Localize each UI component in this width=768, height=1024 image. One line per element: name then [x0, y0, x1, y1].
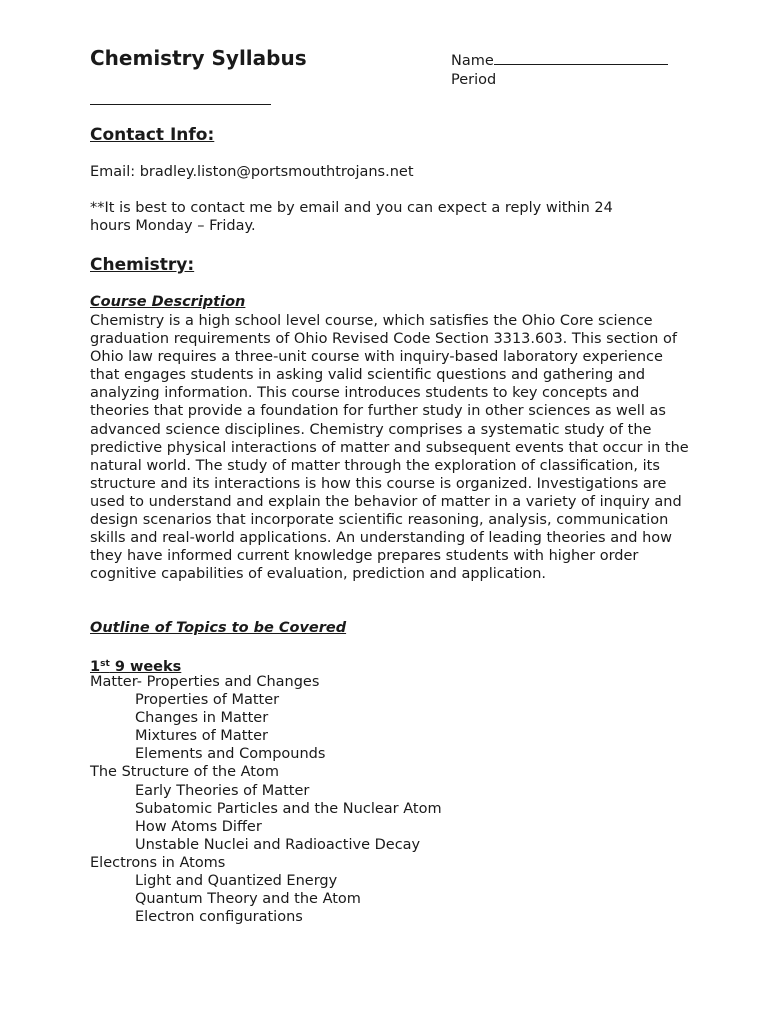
subtopic-item: Subatomic Particles and the Nuclear Atom [135, 800, 442, 817]
quarter-suffix: st [100, 659, 110, 669]
period-blank [90, 104, 271, 105]
chemistry-heading: Chemistry: [90, 255, 195, 275]
name-blank [494, 50, 668, 65]
subtopic-item: Electron configurations [135, 909, 303, 926]
topic-item: Matter- Properties and Changes [90, 674, 320, 690]
name-line [451, 50, 668, 71]
subtopic-item: How Atoms Differ [135, 818, 262, 835]
quarter-number: 1 [90, 659, 101, 675]
subtopic-item: Properties of Matter [135, 692, 280, 709]
course-description-heading: Course Description [90, 294, 246, 310]
course-description-text: Chemistry is a high school level course, which satisfies the Ohio Core science graduation requirements of Ohio Revised Code Section 3313.603. This section of Ohio law requires a three-unit course with inquiry-based laboratory experience that engages students in asking valid scientific questions and gathering and analyzing information. This course introduces students to key concepts and theories that provide a foundation for further study in other sciences as well as advanced science disciplines. Chemistry comprises a systematic study of the predictive physical interactions of matter and subsequent events that occur in the natural world. The study of matter through the exploration of classification, its structure and its interactions is how this course is organized. Investigations are used to understand and explain the behavior of matter in a variety of inquiry and design scenarios that incorporate scientific reasoning, analysis, communication skills and real-world applications. An understanding of leading theories and how they have informed current knowledge prepares students with higher order cognitive capabilities of evaluation, prediction and application. [90, 313, 689, 583]
subtopic-item: Unstable Nuclei and Radioactive Decay [135, 836, 421, 853]
contact-note: **It is best to contact me by email and you can expect a reply within 24 hours Monday – Friday. [90, 200, 613, 235]
subtopic-item: Quantum Theory and the Atom [135, 891, 361, 908]
outline-heading: Outline of Topics to be Covered [90, 620, 347, 636]
topic-item: Electrons in Atoms [90, 854, 226, 871]
period-label: Period [451, 72, 497, 88]
subtopic-item: Mixtures of Matter [135, 728, 268, 745]
topic-item: The Structure of the Atom [90, 764, 279, 781]
quarter-label: 9 weeks [109, 659, 182, 675]
contact-heading: Contact Info: [90, 125, 215, 145]
subtopic-item: Elements and Compounds [135, 746, 326, 763]
name-period-block [451, 50, 668, 90]
name-label: Name [451, 53, 494, 69]
page-title: Chemistry Syllabus [90, 46, 307, 70]
subtopic-item: Early Theories of Matter [135, 782, 310, 799]
subtopic-item: Changes in Matter [135, 710, 269, 727]
contact-email: Email: bradley.liston@portsmouthtrojans.net [90, 164, 414, 180]
subtopic-item: Light and Quantized Energy [135, 873, 338, 890]
topic-outline [90, 673, 442, 926]
